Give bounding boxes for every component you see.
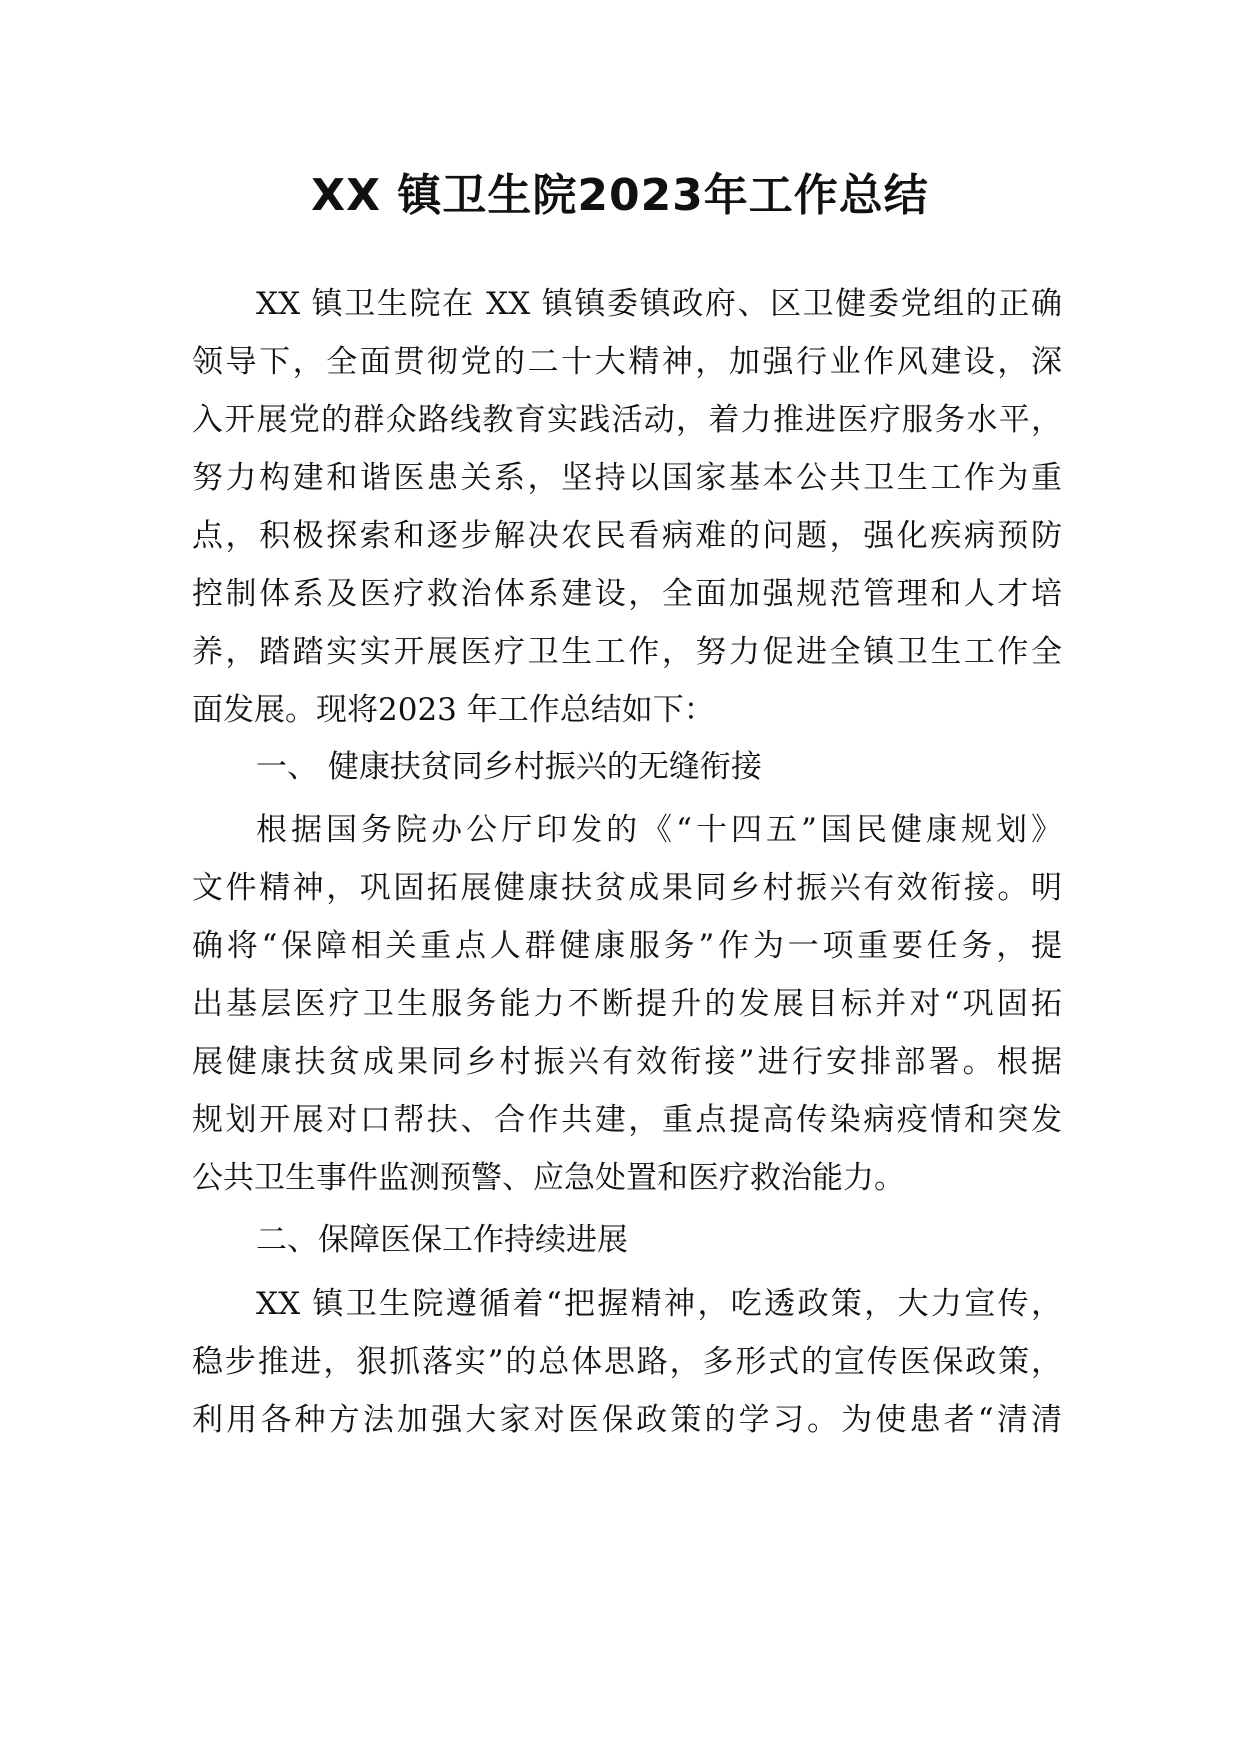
paragraph-line: 公共卫生事件监测预警、应急处置和医疗救治能力。 [192,1160,905,1196]
paragraph-line: 面发展。现将2023 年工作总结如下： [192,692,715,728]
paragraph-line: 入开展党的群众路线教育实践活动，着力推进医疗服务水平， [192,402,1062,438]
paragraph-line: 确将“保障相关重点人群健康服务”作为一项重要任务，提 [192,928,1062,964]
paragraph-line: 规划开展对口帮扶、合作共建，重点提高传染病疫情和突发 [192,1102,1062,1138]
paragraph-line: 控制体系及医疗救治体系建设，全面加强规范管理和人才培 [192,576,1062,612]
paragraph-line: XX 镇卫生院遵循着“把握精神，吃透政策，大力宣传， [256,1286,1062,1322]
document-title: XX 镇卫生院2023年工作总结 [311,170,929,221]
paragraph-line: 展健康扶贫成果同乡村振兴有效衔接”进行安排部署。根据 [192,1044,1062,1080]
paragraph-line: 努力构建和谐医患关系，坚持以国家基本公共卫生工作为重 [192,460,1062,496]
section-heading-1: 一、 健康扶贫同乡村振兴的无缝衔接 [256,749,762,785]
paragraph-line: 文件精神，巩固拓展健康扶贫成果同乡村振兴有效衔接。明 [192,870,1062,906]
paragraph-line: XX 镇卫生院在 XX 镇镇委镇政府、区卫健委党组的正确 [256,286,1062,322]
paragraph-line: 稳步推进，狠抓落实”的总体思路，多形式的宣传医保政策， [192,1344,1062,1380]
paragraph-line: 养，踏踏实实开展医疗卫生工作，努力促进全镇卫生工作全 [192,634,1062,670]
paragraph-line: 根据国务院办公厅印发的《“十四五”国民健康规划》 [256,812,1062,848]
section-heading-2: 二、保障医保工作持续进展 [256,1222,628,1258]
paragraph-line: 领导下，全面贯彻党的二十大精神，加强行业作风建设，深 [192,344,1062,380]
paragraph-line: 出基层医疗卫生服务能力不断提升的发展目标并对“巩固拓 [192,986,1062,1022]
paragraph-line: 点，积极探索和逐步解决农民看病难的问题，强化疾病预防 [192,518,1062,554]
paragraph-line: 利用各种方法加强大家对医保政策的学习。为使患者“清清 [192,1402,1062,1438]
